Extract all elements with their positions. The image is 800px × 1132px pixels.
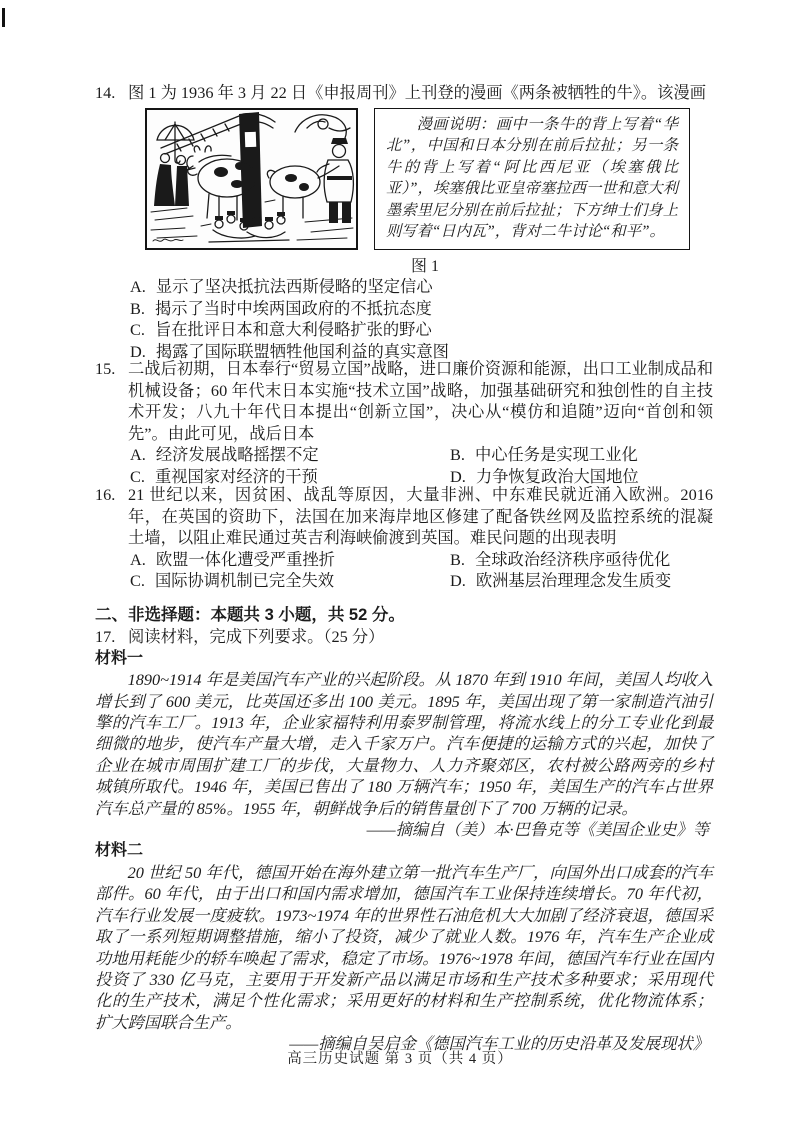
option-14-c: C. 旨在批评日本和意大利侵略扩张的野心 bbox=[130, 320, 432, 340]
question-16-number: 16. bbox=[95, 485, 116, 504]
material-1-text: 1890~1914 年是美国汽车产业的兴起阶段。从 1870 年到 1910 年间，美国人均收入增长到了 600 美元，比英国还多出 100 美元。1895 年，美国出现了第一家制造汽油引擎的汽车工厂。1913 年，企业家福特利用泰罗制管理，将流水线上的分工专业化到最细微的地步，使汽车产量大增，走入千家万户。汽车便捷的运输方式的兴起，加快了企业在城市周围扩建工厂的步伐，大量物力、人力齐聚郊区，农村被公路两旁的乡村城镇所取代。1946 年，美国已售出了 180 万辆汽车；1950 年，美国生产的汽车占世界汽车总产量的 85%。1955 年，朝鲜战争后的销售量创下了 700 万辆的记录。 bbox=[95, 670, 713, 818]
option-15-a: A. 经济发展战略摇摆不定 bbox=[130, 445, 319, 464]
material-2-source: ——摘编自吴启金《德国汽车工业的历史沿革及发展现状》 bbox=[289, 1034, 709, 1054]
figure-1-row bbox=[145, 108, 690, 250]
question-14 bbox=[95, 82, 711, 104]
question-14-stem: 图 1 为 1936 年 3 月 22 日《申报周刊》上刊登的漫画《两条被牺牲的牛》。该漫画 bbox=[128, 83, 706, 102]
option-15-c: C. 重视国家对经济的干预 bbox=[130, 466, 318, 486]
option-16-d: D. 欧洲基层治理理念发生质变 bbox=[450, 571, 672, 591]
cartoon-topright-figure bbox=[295, 115, 350, 138]
question-14-number: 14. bbox=[95, 83, 116, 102]
question-15-options bbox=[130, 444, 713, 487]
material-2-text: 20 世纪 50 年代，德国开始在海外建立第一批汽车生产厂，向国外出口成套的汽车部件。60 年代，由于出口和国内需求增加，德国汽车工业保持连续增长。70 年代初，汽车行业发展一度疲软。1973~1974 年的世界性石油危机大大加剧了经济衰退，德国采取了一系列短期调整措施，缩小了投资，减少了就业人数。1976 年，汽车生产企业成功地用耗能少的轿车唤起了需求，稳定了市场。1976~1978 年间，德国汽车行业在国内投资了 330 亿马克，主要用于开发新产品以满足市场和生产技术多种要求；采用现代化的生产技术，满足个性化需求；采用更好的材料和生产控制系统，优化物流体系；扩大跨国联合生产。 bbox=[95, 862, 713, 1032]
option-16-b: B. 全球政治经济秩序亟待优化 bbox=[450, 549, 671, 569]
question-15-stem: 二战后初期，日本奉行“贸易立国”战略，进口廉价资源和能源，出口工业制成品和机械设备；60 年代末日本实施“技术立国”战略，加强基础研究和独创性的自主技术开发；八九十年代日本提出“创新立国”，决心从“模仿和追随”迈向“首创和领先”。由此可见，战后日本 bbox=[128, 359, 713, 443]
question-16-stem: 21 世纪以来，因贫困、战乱等原因，大量非洲、中东难民就近涌入欧洲。2016 年，在英国的资助下，法国在加来海岸地区修建了配备铁丝网及监控系统的混凝土墙，以阻止难民通过英吉利海峡偷渡到英国。难民问题的出现表明 bbox=[128, 485, 713, 547]
material-1-label: 材料一 bbox=[95, 649, 144, 667]
question-14-options bbox=[130, 276, 690, 362]
question-15-number: 15. bbox=[95, 359, 116, 378]
question-15 bbox=[95, 358, 713, 487]
question-16-options bbox=[130, 549, 713, 592]
option-14-d: D. 揭露了国际联盟牺牲他国利益的真实意图 bbox=[130, 341, 449, 361]
cartoon-explanation-text: 漫画说明：画中一条牛的背上写着“华北”，中国和日本分别在前后拉扯；另一条牛的背上写着“阿比西尼亚（埃塞俄比亚）”，埃塞俄比亚皇帝塞拉西一世和意大利墨索里尼分别在前后拉扯；下方绅士们身上则写着“日内瓦”，背对二牛讨论“和平”。 bbox=[386, 116, 678, 241]
material-1-source: ——摘编自（美）本·巴鲁克等《美国企业史》等 bbox=[366, 820, 709, 840]
option-15-b: B. 中心任务是实现工业化 bbox=[450, 445, 638, 464]
option-14-b: B. 揭示了当时中埃两国政府的不抵抗态度 bbox=[130, 298, 432, 318]
question-17 bbox=[95, 626, 713, 647]
question-17-number: 17. bbox=[95, 627, 116, 647]
section-2 bbox=[95, 605, 713, 1055]
material-2-label: 材料二 bbox=[95, 842, 144, 860]
cartoon-soldier-figure bbox=[317, 138, 353, 223]
section-2-header: 二、非选择题：本题共 3 小题，共 52 分。 bbox=[95, 606, 405, 624]
cartoon-image bbox=[145, 108, 358, 250]
page-footer: 高三历史试题 第 3 页（共 4 页） bbox=[287, 1051, 513, 1067]
cartoon-explanation-box bbox=[374, 108, 690, 250]
option-14-a: A. 显示了坚决抵抗法西斯侵略的坚定信心 bbox=[130, 277, 433, 296]
cartoon-umbrella bbox=[157, 122, 194, 163]
option-16-c: C. 国际协调机制已完全失效 bbox=[130, 571, 335, 591]
figure-1-caption: 图 1 bbox=[410, 258, 439, 275]
cartoon-drawing bbox=[147, 110, 356, 248]
cartoon-ox-right bbox=[267, 166, 339, 218]
question-16 bbox=[95, 484, 713, 592]
scan-edge-artifact bbox=[2, 8, 5, 27]
cartoon-signature bbox=[153, 239, 183, 241]
option-15-d: D. 力争恢复政治大国地位 bbox=[450, 466, 639, 486]
question-17-intro: 阅读材料，完成下列要求。（25 分） bbox=[128, 627, 385, 647]
option-16-a: A. 欧盟一体化遭受严重挫折 bbox=[130, 549, 335, 569]
